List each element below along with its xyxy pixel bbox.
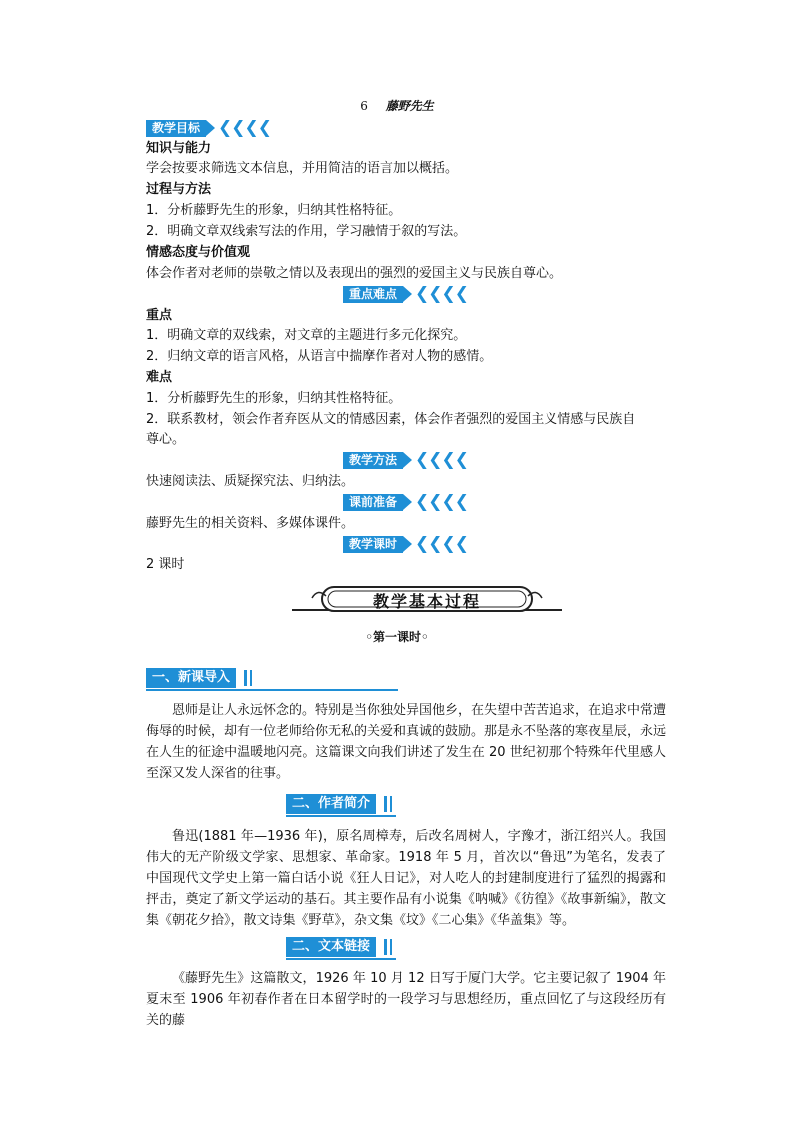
- banner-key-difficult: [343, 286, 468, 303]
- section-bar: [390, 796, 392, 812]
- section-text-link-heading: 二、文本链接: [286, 937, 376, 957]
- goal-heading-process: 过程与方法: [146, 182, 212, 197]
- banner-methods: [343, 452, 468, 469]
- banner-goals-label: 教学目标: [146, 120, 206, 137]
- dot-icon: ◦: [421, 630, 429, 644]
- lesson-number: 6: [360, 99, 368, 113]
- goal-text-emotion: 体会作者对老师的崇敬之情以及表现出的强烈的爱国主义与民族自尊心。: [146, 266, 563, 281]
- chevrons-icon: ❮❮❮❮: [415, 492, 468, 512]
- process-banner-label: 教学基本过程: [372, 592, 481, 611]
- difficult-heading: 难点: [146, 370, 173, 385]
- lesson-name: 藤野先生: [385, 99, 434, 113]
- chevrons-icon: ❮❮❮❮: [415, 450, 468, 470]
- difficult-item-1: 1．分析藤野先生的形象，归纳其性格特征。: [146, 391, 402, 406]
- section-bar: [250, 670, 252, 686]
- goal-heading-knowledge: 知识与能力: [146, 141, 212, 156]
- section-bar: [390, 939, 392, 955]
- chevrons-icon: ❮❮❮❮: [415, 284, 468, 304]
- banner-hours-label: 教学课时: [343, 536, 403, 553]
- section-bar: [384, 939, 387, 955]
- banner-methods-label: 教学方法: [343, 452, 403, 469]
- banner-prep-label: 课前准备: [343, 494, 403, 511]
- hours-text: 2 课时: [146, 557, 185, 572]
- section-bar: [384, 796, 387, 812]
- process-banner: [292, 584, 562, 616]
- chevrons-icon: ❮❮❮❮: [218, 118, 271, 138]
- key-item-1: 1．明确文章的双线索，对文章的主题进行多元化探究。: [146, 328, 467, 343]
- difficult-item-2-cont: 尊心。: [146, 432, 186, 447]
- section-intro-heading: 一、新课导入: [146, 668, 236, 688]
- lesson-title: [0, 97, 794, 114]
- author-paragraph: 鲁迅(1881 年—1936 年)，原名周樟寿，后改名周树人，字豫才，浙江绍兴人。我国伟大的无产阶级文学家、思想家、革命家。1918 年 5 月，首次以“鲁迅”为笔名，发表了中国现代文学史上第一篇白话小说《狂人日记》，对人吃人的封建制度进行了猛烈的揭露和抨击，奠定了新文学运动的基石。其主要作品有小说集《呐喊》《彷徨》《故事新编》，散文集《朝花夕拾》，散文诗集《野草》，杂文集《坟》《二心集》《华盖集》等。: [146, 829, 666, 928]
- banner-key-label: 重点难点: [343, 286, 403, 303]
- goal-text-process-1: 1．分析藤野先生的形象，归纳其性格特征。: [146, 203, 402, 218]
- lesson-period-label: 第一课时: [372, 630, 421, 644]
- difficult-item-2: 2．联系教材，领会作者弃医从文的情感因素，体会作者强烈的爱国主义情感与民族自: [146, 412, 636, 427]
- banner-hours: [343, 536, 468, 553]
- section-underline: [286, 958, 396, 960]
- section-bar: [244, 670, 247, 686]
- dot-icon: ◦: [365, 630, 373, 644]
- key-item-2: 2．归纳文章的语言风格，从语言中揣摩作者对人物的感情。: [146, 349, 493, 364]
- goal-text-process-2: 2．明确文章双线索写法的作用，学习融情于叙的写法。: [146, 224, 467, 239]
- goal-text-knowledge: 学会按要求筛选文本信息，并用简洁的语言加以概括。: [146, 161, 459, 176]
- text-link-paragraph: 《藤野先生》这篇散文，1926 年 10 月 12 日写于厦门大学。它主要记叙了 1904 年夏末至 1906 年初春作者在日本留学时的一段学习与思想经历，重点回忆了与这段经历有关的藤: [146, 971, 666, 1028]
- key-heading: 重点: [146, 308, 173, 323]
- banner-goals: [146, 120, 271, 137]
- prep-text: 藤野先生的相关资料、多媒体课件。: [146, 516, 355, 531]
- section-underline: [286, 815, 396, 817]
- intro-paragraph: 恩师是让人永远怀念的。特别是当你独处异国他乡，在失望中苦苦追求，在追求中常遭侮辱的时候，却有一位老师给你无私的关爱和真诚的鼓励。那是永不坠落的寒夜星辰，永远在人生的征途中温暖地闪亮。这篇课文向我们讲述了发生在 20 世纪初那个特殊年代里感人至深又发人深省的往事。: [146, 703, 667, 781]
- section-text-link: [286, 937, 396, 959]
- section-intro: [146, 668, 398, 690]
- section-underline: [146, 689, 398, 691]
- goal-heading-emotion: 情感态度与价值观: [146, 245, 251, 260]
- lesson-period: [0, 628, 794, 645]
- banner-prep: [343, 494, 468, 511]
- section-author: [286, 794, 396, 816]
- methods-text: 快速阅读法、质疑探究法、归纳法。: [146, 474, 355, 489]
- section-author-heading: 二、作者简介: [286, 794, 376, 814]
- chevrons-icon: ❮❮❮❮: [415, 534, 468, 554]
